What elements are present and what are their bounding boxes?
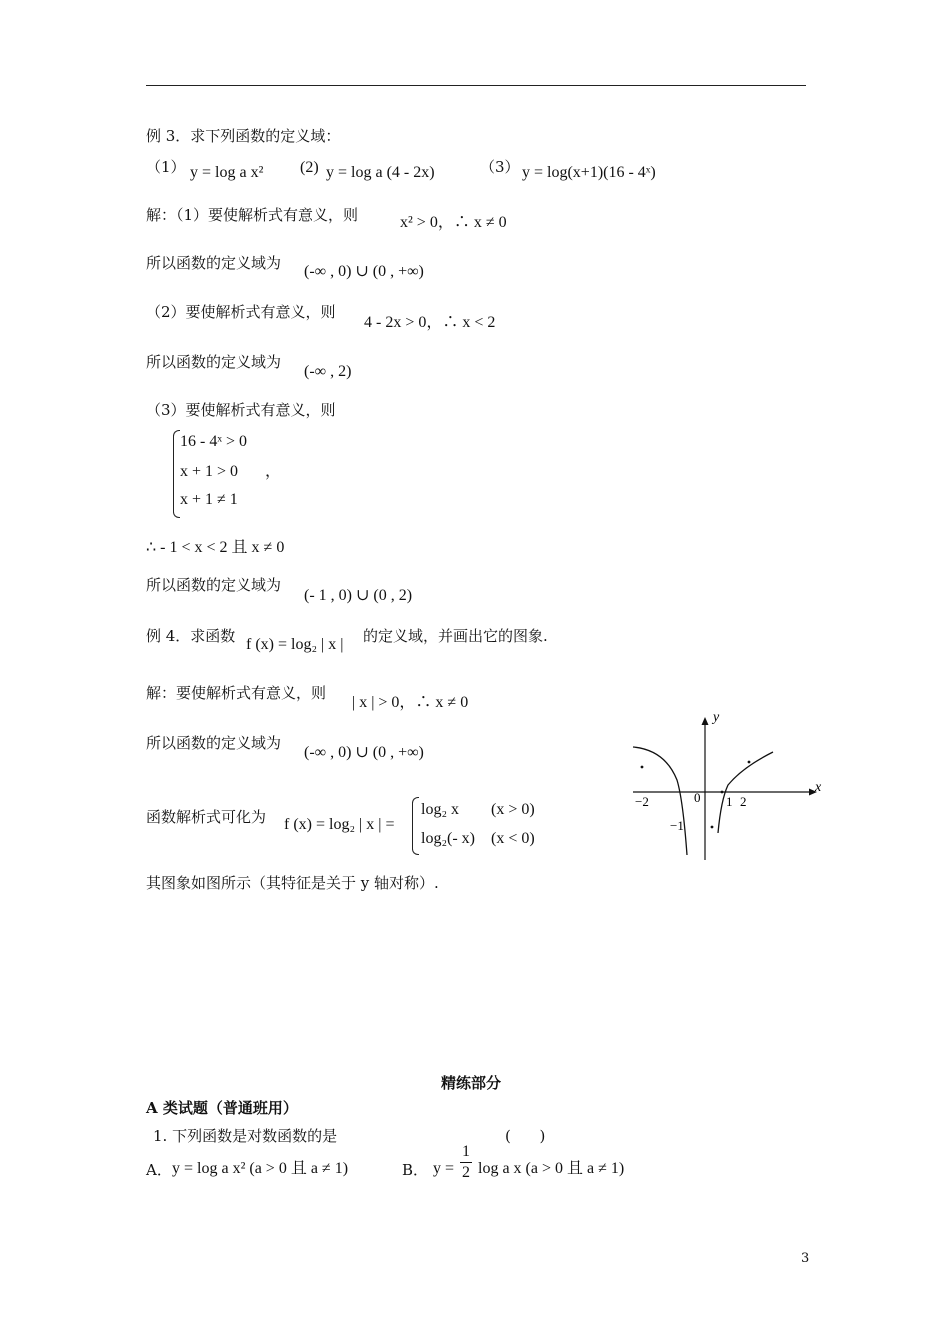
example4-domain-math: (-∞ , 0) ∪ (0 , +∞) (304, 744, 424, 761)
example3-title: 例 3．求下列函数的定义域： (146, 127, 341, 145)
fraction-denominator: 2 (462, 1164, 470, 1181)
domain3-math: (- 1 , 0) ∪ (0 , 2) (304, 587, 413, 604)
point-one (721, 791, 724, 794)
tick-2: 2 (740, 794, 747, 809)
option-b-fraction (460, 1144, 472, 1181)
formula-1: y = log a x² (190, 164, 264, 181)
example4-title: 例 4．求函数 (146, 627, 236, 645)
solution3-text: （3）要使解析式有意义，则 (146, 401, 336, 419)
question1-answer-blank: ( ) (505, 1127, 546, 1145)
conclusion3: ∴ - 1 < x < 2 且 x ≠ 0 (146, 539, 285, 556)
example4-solution-text: 解：要使解析式有意义，则 (146, 684, 327, 702)
domain3-text: 所以函数的定义域为 (146, 576, 282, 594)
formula-2: y = log a (4 - 2x) (326, 164, 435, 181)
option-a-label: A． (146, 1161, 172, 1179)
system-brace (173, 430, 180, 518)
formula-3: y = log(x+1)(16 - 4ˣ) (522, 164, 656, 181)
system-comma: ， (265, 463, 282, 480)
part1-label: （1） (146, 158, 186, 176)
example4-function: f (x) = log₂ | x | (246, 636, 344, 653)
fraction-numerator: 1 (462, 1143, 470, 1160)
system-line3: x + 1 ≠ 1 (180, 491, 238, 508)
system-line1: 16 - 4ˣ > 0 (180, 433, 247, 450)
tick-1: 1 (726, 794, 733, 809)
log-abs-graph (625, 705, 830, 865)
example4-title-tail: 的定义域，并画出它的图象. (363, 627, 548, 645)
solution1-math: x² > 0，∴ x ≠ 0 (400, 214, 507, 231)
section-a-title: A 类试题（普通班用） (146, 1099, 298, 1117)
x-axis-label: x (815, 780, 822, 795)
practice-heading: 精练部分 (441, 1074, 502, 1092)
part3-label: （3） (480, 158, 520, 176)
example4-solution-math: | x | > 0，∴ x ≠ 0 (352, 694, 469, 711)
example4-domain-text: 所以函数的定义域为 (146, 734, 282, 752)
graph-note: 其图象如图所示（其特征是关于 y 轴对称）. (146, 874, 439, 892)
y-axis-arrow (702, 717, 709, 725)
domain2-math: (-∞ , 2) (304, 363, 352, 380)
point-right (748, 761, 751, 764)
solution1-text: 解：（1）要使解析式有意义，则 (146, 206, 359, 224)
system-line2: x + 1 > 0 (180, 463, 239, 480)
option-b-label: B． (402, 1161, 429, 1179)
piecewise-case2: log₂(- x) (x < 0) (421, 830, 535, 847)
question1: 1. 下列函数是对数函数的是 (153, 1127, 338, 1145)
option-a: y = log a x² (a > 0 且 a ≠ 1) (172, 1160, 349, 1177)
fraction-bar (460, 1162, 472, 1163)
domain2-text: 所以函数的定义域为 (146, 353, 282, 371)
simplify-lhs: f (x) = log₂ | x | = (284, 816, 395, 833)
point-left (641, 766, 644, 769)
option-b-rhs: log a x (a > 0 且 a ≠ 1) (478, 1160, 625, 1177)
tick-neg2: −2 (635, 794, 649, 809)
header-rule (146, 85, 806, 86)
simplify-text: 函数解析式可化为 (146, 808, 267, 826)
solution2-text: （2）要使解析式有意义，则 (146, 303, 336, 321)
part2-label: (2) (300, 159, 319, 176)
solution2-math: 4 - 2x > 0，∴ x < 2 (364, 314, 496, 331)
page-number: 3 (801, 1251, 810, 1266)
tick-0: 0 (694, 790, 701, 805)
point-neg1 (711, 826, 714, 829)
piecewise-case1: log₂ x (x > 0) (421, 801, 535, 818)
tick-neg1: −1 (670, 818, 684, 833)
domain1-text: 所以函数的定义域为 (146, 254, 282, 272)
y-axis-label: y (713, 710, 720, 725)
option-b-lhs: y = (433, 1160, 455, 1177)
domain1-math: (-∞ , 0) ∪ (0 , +∞) (304, 263, 424, 280)
piecewise-brace (412, 797, 419, 855)
